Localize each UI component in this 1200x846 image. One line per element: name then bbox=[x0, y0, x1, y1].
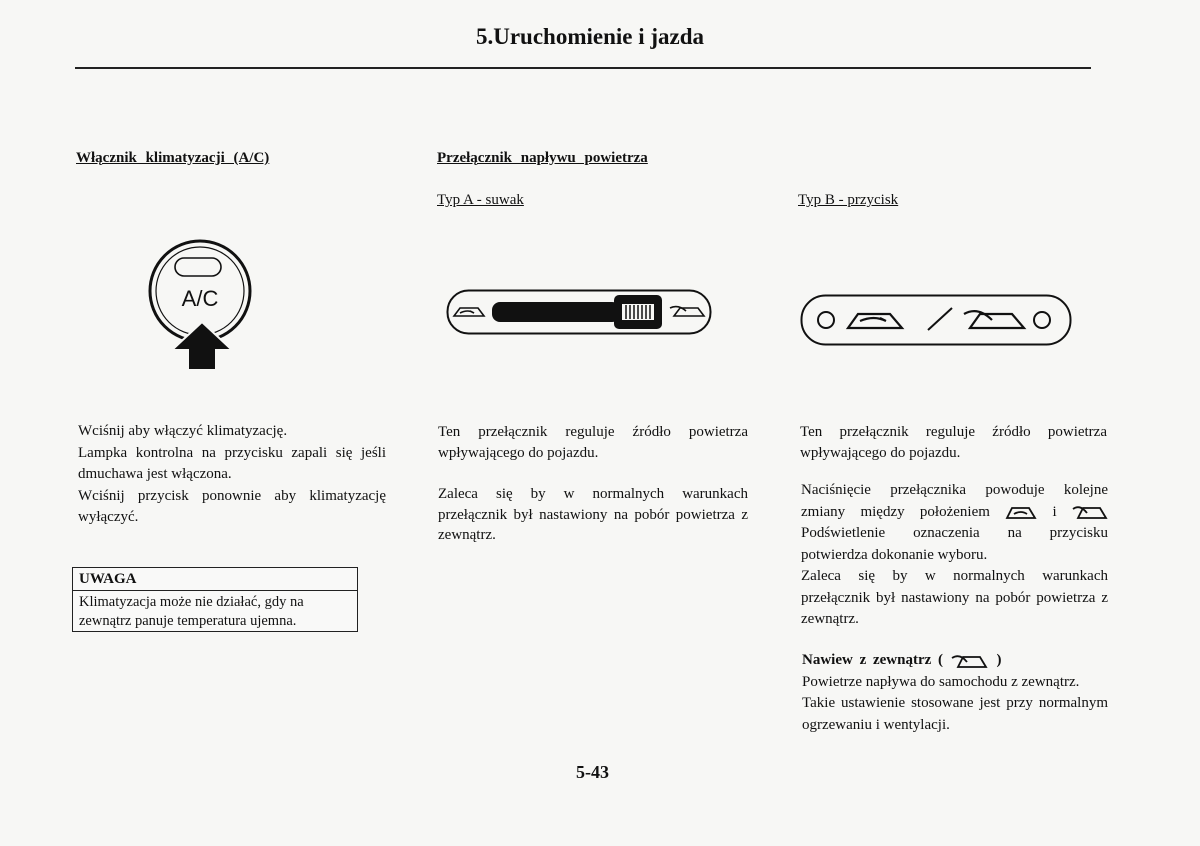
right-para-2-line-2-text: zmiany między położeniem bbox=[801, 503, 990, 520]
right-para-1: Ten przełącznik reguluje źródło powietrza wpływającego do pojazdu. bbox=[800, 424, 1107, 461]
air-intake-heading: Przełącznik napływu powietrza bbox=[437, 150, 648, 166]
button-switch-icon bbox=[800, 294, 1072, 346]
type-a-subheading: Typ A - suwak bbox=[437, 192, 524, 208]
ac-para-2: Lampka kontrolna na przycisku zapali się jeśli dmuchawa jest włączona. bbox=[78, 444, 386, 482]
fresh-air-icon bbox=[1072, 503, 1108, 521]
slider-switch-icon bbox=[446, 289, 712, 335]
recirculation-icon bbox=[1005, 503, 1037, 521]
right-para-2-line-2 bbox=[801, 502, 1108, 524]
ac-button-label: A/C bbox=[181, 286, 219, 311]
warning-box bbox=[72, 567, 358, 632]
right-para-2 bbox=[801, 480, 1108, 631]
middle-para-2: Zaleca się by w normalnych warunkach przełącznik był nastawiony na pobór powietrza z zewnątrz. bbox=[438, 486, 748, 543]
fresh-air-icon bbox=[950, 652, 990, 670]
right-para-2-line-1: Naciśnięcie przełącznika powoduje kolejne bbox=[801, 482, 1108, 498]
fresh-air-heading-text: Nawiew z zewnątrz ( bbox=[802, 652, 944, 668]
warning-title: UWAGA bbox=[73, 568, 357, 591]
fresh-air-section bbox=[802, 650, 1108, 736]
type-b-subheading: Typ B - przycisk bbox=[798, 192, 899, 208]
fresh-air-text-2: Takie ustawienie stosowane jest przy normalnym ogrzewaniu i wentylacji. bbox=[802, 695, 1108, 733]
fresh-air-heading-close: ) bbox=[996, 652, 1002, 668]
right-para-2-line-4: potwierdza dokonanie wyboru. bbox=[801, 546, 988, 563]
title-divider bbox=[75, 67, 1091, 69]
warning-text: Klimatyzacja może nie działać, gdy na zewnątrz panuje temperatura ujemna. bbox=[79, 594, 304, 629]
fresh-air-text-1: Powietrze napływa do samochodu z zewnątrz. bbox=[802, 673, 1080, 690]
right-para-2-conjunction: i bbox=[1052, 503, 1057, 520]
page-number: 5-43 bbox=[576, 762, 609, 782]
ac-para-1: Wciśnij aby włączyć klimatyzację. bbox=[78, 423, 288, 439]
push-arrow-icon bbox=[170, 320, 234, 372]
ac-para-3: Wciśnij przycisk ponownie aby klimatyzację wyłączyć. bbox=[78, 487, 386, 525]
right-para-3: Zaleca się by w normalnych warunkach przełącznik był nastawiony na pobór powietrza z zewnątrz. bbox=[801, 568, 1108, 627]
ac-switch-heading: Włącznik klimatyzacji (A/C) bbox=[76, 150, 270, 166]
ac-instructions bbox=[78, 421, 386, 529]
middle-para-1: Ten przełącznik reguluje źródło powietrza wpływającego do pojazdu. bbox=[438, 424, 748, 461]
right-para-2-line-3: Podświetlenie oznaczenia na przycisku bbox=[801, 525, 1108, 541]
fresh-air-heading bbox=[802, 650, 1108, 672]
page-title: 5.Uruchomienie i jazda bbox=[475, 24, 705, 49]
